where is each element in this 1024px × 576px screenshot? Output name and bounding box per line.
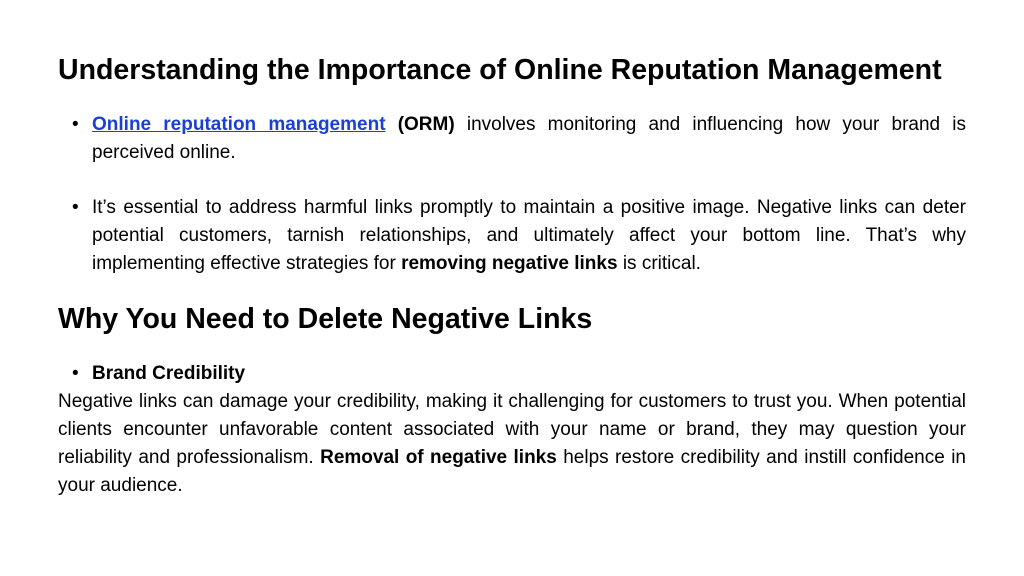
orm-link[interactable]: Online reputation management xyxy=(92,114,386,135)
bullet-label: Brand Credibility xyxy=(92,363,246,384)
spacer xyxy=(58,167,966,194)
bullet-marker: • xyxy=(72,114,79,135)
bullet-list-orm xyxy=(58,111,966,278)
spacer xyxy=(58,278,966,305)
bullet-item-orm-definition xyxy=(58,111,966,167)
bullet-text: involves monitoring and influencing how your brand is perceived online. xyxy=(92,114,967,163)
bullet-list-reasons xyxy=(58,360,966,388)
bold-phrase: removing negative links xyxy=(401,253,618,274)
bullet-text-end: is critical. xyxy=(617,253,701,274)
bullet-text: It’s essential to address harmful links promptly to maintain a positive image. Negative links can deter potential customers, tarnish relationships, and ultimately affect your bottom line. That’s why implementing effective strategies for xyxy=(92,197,966,274)
spacer xyxy=(58,333,966,360)
spacer xyxy=(58,84,966,111)
orm-abbrev: (ORM) xyxy=(397,114,455,135)
section-heading-delete-negative-links: Why You Need to Delete Negative Links xyxy=(58,303,593,335)
bullet-marker: • xyxy=(72,197,79,218)
credibility-paragraph xyxy=(58,388,966,500)
document-body xyxy=(58,56,966,500)
bold-phrase: Removal of negative links xyxy=(320,447,557,468)
bullet-item-harmful-links xyxy=(58,194,966,278)
paragraph-text-end: helps restore credibility and instill confidence in your audience. xyxy=(58,447,966,496)
paragraph-text: Negative links can damage your credibility, making it challenging for customers to trust you. When potential clients encounter unfavorable content associated with your name or brand, they may question your reliability and professionalism. xyxy=(58,391,966,468)
bullet-item-brand-credibility xyxy=(58,360,966,388)
section-heading-importance: Understanding the Importance of Online Reputation Management xyxy=(58,54,942,86)
bullet-marker: • xyxy=(72,363,79,384)
